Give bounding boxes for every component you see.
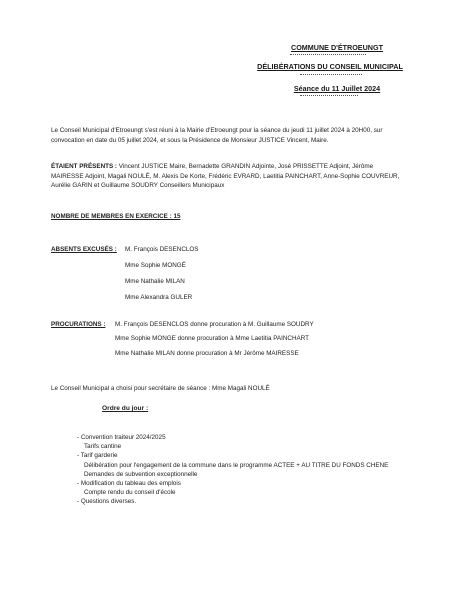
presents-list: Vincent JUSTICE Maire, Bernadette GRANDIN Adjointe, José PRISSETTE Adjoint, Jérôme MAIRESSE Adjoint, Magali NOULÉ, M. Alexis De Korte, Frédéric EVRARD, Laetitia PAINCHART, Anne-Sophie COUVREUR, Aurélie GARIN et Guillaume SOUDRY Conseillers Municipaux [51,163,400,189]
agenda-item: - Modification du tableau des emplois [77,480,181,488]
deliberations-heading: DÉLIBÉRATIONS DU CONSEIL MUNICIPAL [257,62,403,71]
procuration-item: M. François DESENCLOS donne procuration à M. Guillaume SOUDRY [115,321,314,328]
intro-paragraph: Le Conseil Municipal d'Etroeungt s'est réuni à la Mairie d'Etroeungt pour la séance du jeudi 11 juillet 2024 à 20H00, sur convocation en date du 05 juillet 2024, et sous la Présidence de Monsieur JUSTICE Vincent, Maire. [51,127,383,144]
procuration-item: Mme Sophie MONGE donne procuration à Mme Laetitia PAINCHART [115,335,310,342]
agenda-item: - Questions diverses. [77,498,137,506]
agenda-item: Demandes de subvention exceptionnelle [84,470,198,478]
agenda-item: Compte rendu du conseil d'école [84,489,176,497]
presents-paragraph [51,162,401,191]
members-count: NOMBRE DE MEMBRES EN EXERCICE : 15 [51,213,181,220]
procurations-label: PROCURATIONS : [51,321,106,328]
agenda-item: Tarifs cantine [84,443,122,451]
dotted-rule [300,95,358,96]
secretary-line: Le Conseil Municipal a choisi pour secrétaire de séance : Mme Magali NOULÉ [51,385,270,392]
agenda-item: Délibération pour l'engagement de la commune dans le programme ACTEE + AU TITRE DU FONDS CHENE [84,461,389,469]
presents-label: ÉTAIENT PRÉSENTS : [51,163,118,170]
absent-item: Mme Alexandra GULER [125,294,193,301]
commune-heading: COMMUNE D'ÉTROEUNGT [291,43,383,52]
absent-item: Mme Nathalie MILAN [125,278,185,285]
procuration-item: Mme Nathalie MILAN donne procuration à Mr Jérôme MAIRESSE [115,350,299,357]
dotted-rule [290,54,366,55]
dotted-rule [300,74,362,75]
agenda-item: - Tarif garderie [77,452,118,460]
agenda-item: - Convention traiteur 2024/2025 [77,434,166,441]
absent-item: Mme Sophie MONGÉ [125,262,186,269]
agenda-list [77,433,417,507]
absents-label: ABSENTS EXCUSÉS : [51,246,117,253]
agenda-title: Ordre du jour : [102,405,149,412]
seance-date: Séance du 11 Juillet 2024 [293,84,381,93]
absent-item: M. François DESENCLOS [125,246,199,253]
